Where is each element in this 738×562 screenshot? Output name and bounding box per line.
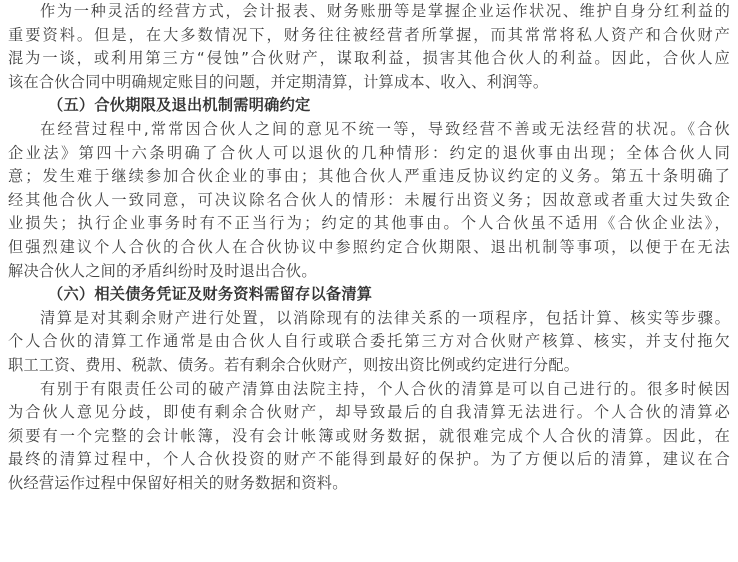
section-heading-five: （五）合伙期限及退出机制需明确约定 [48,96,311,115]
text-line: 在经营过程中,常常因合伙人之间的意见不统一等，导致经营不善或无法经营的状况。《合伙 [40,119,730,138]
text-line: 混为一谈，或利用第三方“侵蚀”合伙财产，谋取利益，损害其他合伙人的利益。因此，合伙人应 [8,49,730,68]
text-line: 解决合伙人之间的矛盾纠纷时及时退出合伙。 [8,261,317,280]
text-line: 经其他合伙人一致同意，可决议除名合伙人的情形：未履行出资义务；因故意或者重大过失致企 [8,190,730,209]
text-line: 为合伙人意见分歧，即使有剩余合伙财产，却导致最后的自我清算无法进行。个人合伙的清算必 [8,403,730,422]
paragraph-exit-mechanism [8,118,730,283]
text-line: 有别于有限责任公司的破产清算由法院主持，个人合伙的清算是可以自己进行的。很多时候因 [40,379,730,398]
text-line: 意；发生难于继续参加合伙企业的事由；其他合伙人严重违反协议约定的义务。第五十条明确了 [8,167,730,186]
text-line: 业损失；执行企业事务时有不正当行为；约定的其他事由。个人合伙虽不适用《合伙企业法》， [8,214,730,233]
article-body [8,0,730,495]
text-line: 个人合伙的清算工作通常是由合伙人自行或联合委托第三方对合伙财产核算、核实，并支付拖欠 [8,332,730,351]
text-line: 职工工资、费用、税款、债务。若有剩余合伙财产，则按出资比例或约定进行分配。 [8,355,580,374]
paragraph-self-liquidation [8,378,730,496]
text-line: 伙经营运作过程中保留好相关的财务数据和资料。 [8,473,348,492]
text-line: 清算是对其剩余财产进行处置，以消除现有的法律关系的一项程序，包括计算、核实等步骤。 [40,308,730,327]
text-line: 作为一种灵活的经营方式，会计报表、财务账册等是掌握企业运作状况、维护自身分红利益的 [40,2,730,20]
text-line: 但强烈建议个人合伙的合伙人在合伙协议中参照约定合伙期限、退出机制等事项，以便于在无法 [8,237,730,256]
section-heading-six: （六）相关债务凭证及财务资料需留存以备清算 [48,285,373,304]
text-line: 须要有一个完整的会计帐簿，没有会计帐簿或财务数据，就很难完成个人合伙的清算。因此，在 [8,426,730,445]
text-line: 最终的清算过程中，个人合伙投资的财产不能得到最好的保护。为了方便以后的清算，建议在合 [8,450,730,469]
text-line: 该在合伙合同中明确规定账目的问题，并定期清算，计算成本、收入、利润等。 [8,72,549,91]
paragraph-liquidation [8,307,730,378]
text-line: 企业法》第四十六条明确了合伙人可以退伙的几种情形：约定的退伙事由出现；全体合伙人同 [8,143,730,162]
paragraph-accounting [8,0,730,94]
text-line: 重要资料。但是，在大多数情况下，财务往往被经营者所掌握，而其常常将私人资产和合伙财产 [8,25,730,44]
